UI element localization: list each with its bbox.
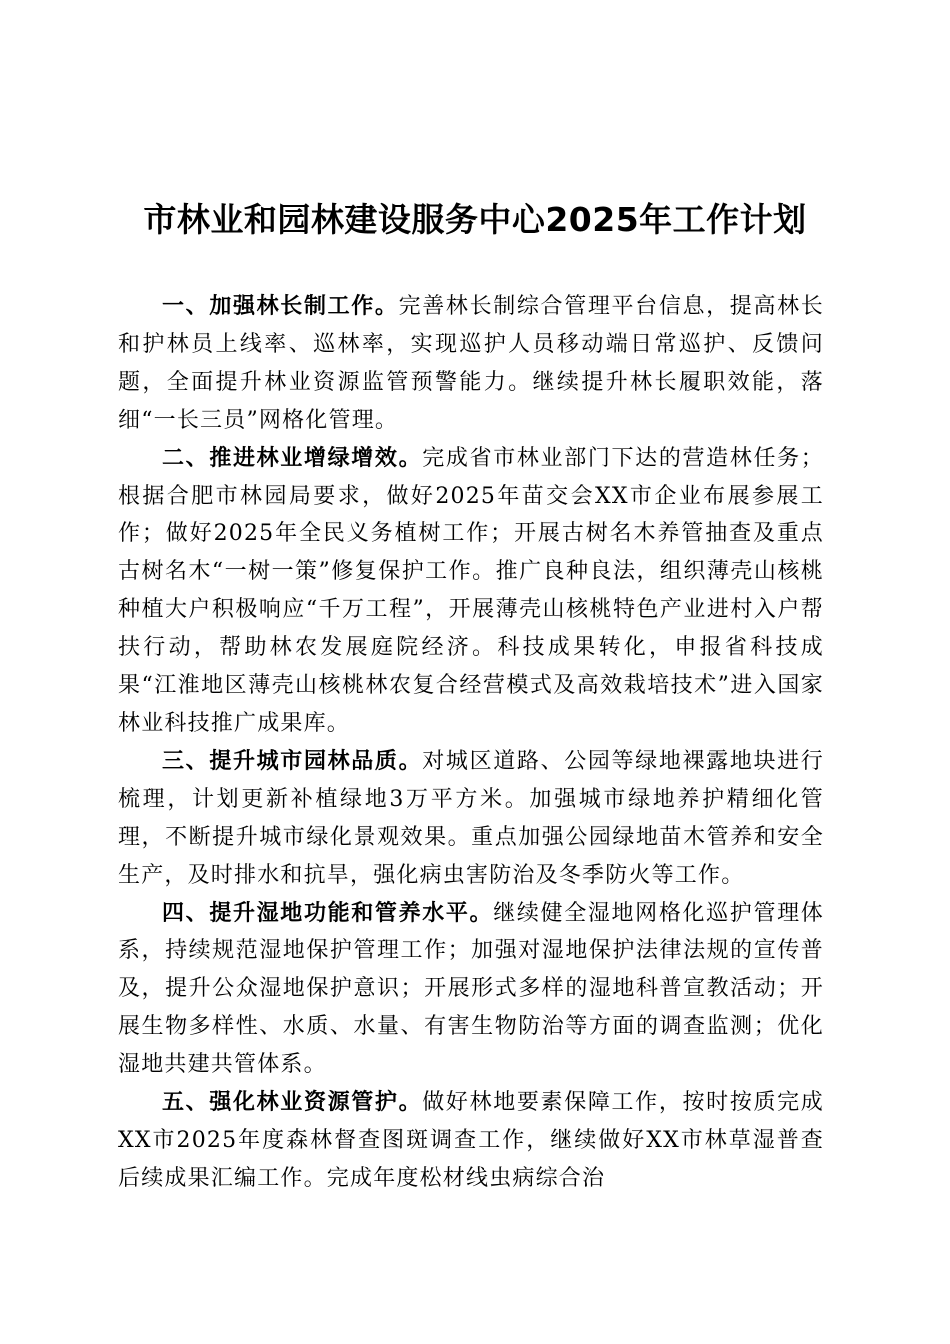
section-text: 完成省市林业部门下达的营造林任务；根据合肥市林园局要求，做好2025年苗交会XX市企业布展参展工作；做好2025年全民义务植树工作；开展古树名木养管抽查及重点古树名木“一树一策”修复保护工作。推广良种良法，组织薄壳山核桃种植大户积极响应“千万工程”，开展薄壳山核桃特色产业进村入户帮扶行动，帮助林农发展庭院经济。科技成果转化，申报省科技成果“江淮地区薄壳山核桃林农复合经营模式及高效栽培技术”进入国家林业科技推广成果库。 [118, 445, 824, 736]
section-heading: 四、提升湿地功能和管养水平。 [162, 900, 494, 926]
section-text: 继续健全湿地网格化巡护管理体系，持续规范湿地保护管理工作；加强对湿地保护法律法规的宣传普及，提升公众湿地保护意识；开展形式多样的湿地科普宣教活动；开展生物多样性、水质、水量、有害生物防治等方面的调查监测；优化湿地共建共管体系。 [118, 900, 824, 1078]
document-title: 市林业和园林建设服务中心2025年工作计划 [143, 200, 807, 239]
section-text: 做好林地要素保障工作，按时按质完成XX市2025年度森林督查图斑调查工作，继续做好XX市林草湿普查后续成果汇编工作。完成年度松材线虫病综合治 [118, 1090, 824, 1191]
section-text: 完善林长制综合管理平台信息，提高林长和护林员上线率、巡林率，实现巡护人员移动端日常巡护、反馈问题，全面提升林业资源监管预警能力。继续提升林长履职效能，落细“一长三员”网格化管理。 [118, 294, 824, 433]
document-body [118, 288, 824, 1198]
section-heading: 二、推进林业增绿增效。 [162, 445, 423, 471]
section-paragraph [118, 743, 824, 895]
section-text: 对城区道路、公园等绿地裸露地块进行梳理，计划更新补植绿地3万平方米。加强城市绿地养护精细化管理，不断提升城市绿化景观效果。重点加强公园绿地苗木管养和安全生产，及时排水和抗旱，强化病虫害防治及冬季防火等工作。 [118, 748, 824, 888]
section-paragraph [118, 288, 824, 440]
section-heading: 一、加强林长制工作。 [162, 294, 399, 319]
section-heading: 三、提升城市园林品质。 [162, 748, 423, 774]
section-paragraph [118, 895, 824, 1085]
section-paragraph [118, 440, 824, 743]
section-heading: 五、强化林业资源管护。 [162, 1090, 423, 1116]
section-paragraph [118, 1084, 824, 1198]
